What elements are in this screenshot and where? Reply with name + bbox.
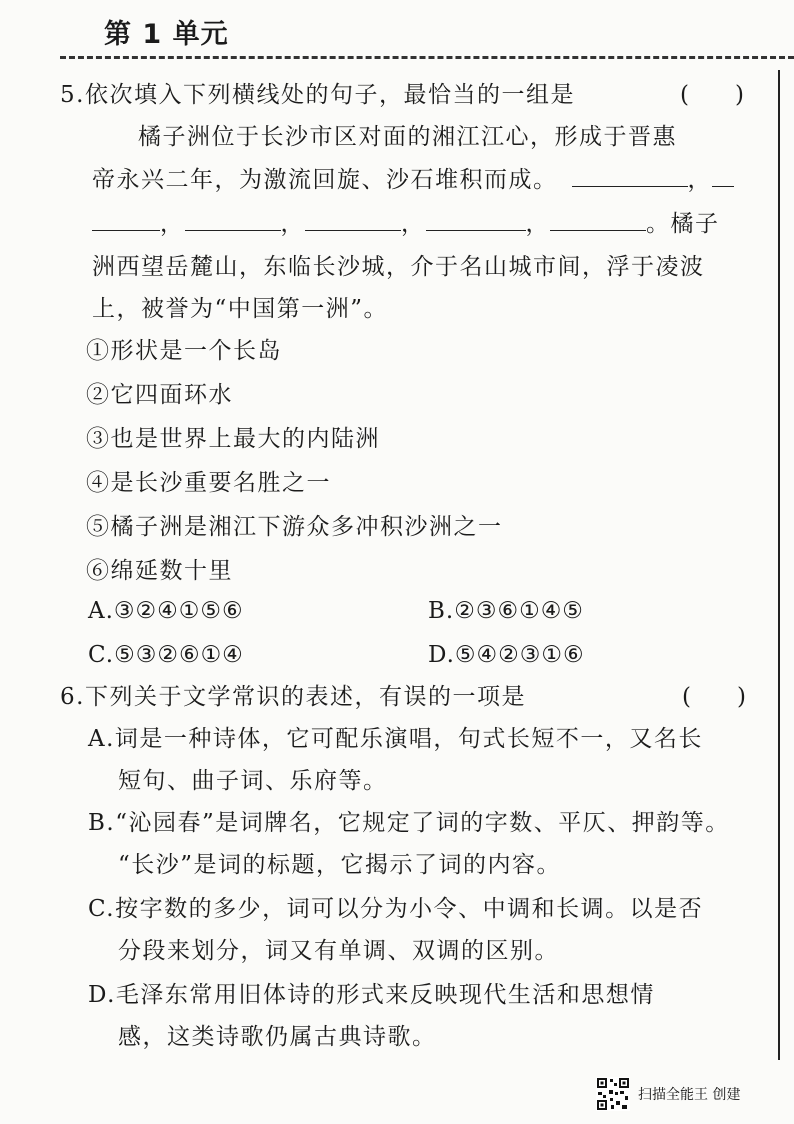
q6-answer-paren: ( ) xyxy=(682,684,746,710)
q5-passage-text: 帝永兴二年，为激流回旋、沙石堆积而成。 xyxy=(92,167,558,193)
q5-passage-line2 xyxy=(92,164,734,195)
q5-blank-1 xyxy=(572,164,688,187)
q5-item-1: ①形状是一个长岛 xyxy=(86,338,282,364)
header-dashed-divider xyxy=(60,56,794,59)
q5-passage-line5: 上，被誉为“中国第一洲”。 xyxy=(92,296,389,322)
q5-item-2: ②它四面环水 xyxy=(86,382,233,408)
q5-item-3: ③也是世界上最大的内陆洲 xyxy=(86,426,380,452)
q6-option-d-line2: 感，这类诗歌仍属古典诗歌。 xyxy=(118,1024,437,1050)
q5-blank-sep: ， xyxy=(401,211,426,237)
q5-blank-3 xyxy=(185,208,281,231)
q5-blank-4 xyxy=(305,208,401,231)
q6-option-a-line1[interactable]: A.词是一种诗体，它可配乐演唱，句式长短不一，又名长 xyxy=(88,726,703,752)
q5-answer-paren: ( ) xyxy=(680,82,744,108)
right-margin-rule xyxy=(778,70,780,1060)
q5-blank-2-end xyxy=(92,208,160,231)
q5-item-5: ⑤橘子洲是湘江下游众多冲积沙洲之一 xyxy=(86,514,503,540)
q6-option-b-line1[interactable]: B.“沁园春”是词牌名，它规定了词的字数、平仄、押韵等。 xyxy=(88,810,730,836)
q5-blank-row xyxy=(92,208,720,239)
q6-option-c-line2: 分段来划分，词又有单调、双调的区别。 xyxy=(118,938,559,964)
q6-option-c-line1[interactable]: C.按字数的多少，词可以分为小令、中调和长调。以是否 xyxy=(88,896,704,922)
unit-title: 第 1 单元 xyxy=(104,19,229,50)
scanner-watermark xyxy=(596,1074,740,1114)
q5-passage-line4: 洲西望岳麓山，东临长沙城，介于名山城市间，浮于凌波 xyxy=(92,254,705,280)
q6-option-d-line1[interactable]: D.毛泽东常用旧体诗的形式来反映现代生活和思想情 xyxy=(88,982,655,1008)
q5-stem: 5.依次填入下列横线处的句子，最恰当的一组是 xyxy=(60,82,575,108)
q5-after-blanks: 橘子 xyxy=(670,211,720,237)
q5-item-4: ④是长沙重要名胜之一 xyxy=(86,470,331,496)
q5-blank-sep: ， xyxy=(687,167,712,193)
q5-blank-sep: ， xyxy=(160,211,185,237)
scanner-label: 扫描全能王 创建 xyxy=(638,1087,741,1103)
q5-option-a[interactable]: A.③②④①⑤⑥ xyxy=(88,598,244,624)
q5-blank-6 xyxy=(550,208,646,231)
q6-option-b-line2: “长沙”是词的标题，它揭示了词的内容。 xyxy=(118,852,562,878)
q6-option-a-line2: 短句、曲子词、乐府等。 xyxy=(118,768,388,794)
q5-passage-line1: 橘子洲位于长沙市区对面的湘江江心，形成于晋惠 xyxy=(138,124,677,150)
q6-stem: 6.下列关于文学常识的表述，有误的一项是 xyxy=(60,684,526,710)
qr-code-icon xyxy=(596,1077,630,1111)
q5-blank-2-start xyxy=(712,164,734,187)
q5-option-b[interactable]: B.②③⑥①④⑤ xyxy=(428,598,584,624)
q5-blank-5 xyxy=(426,208,526,231)
q5-blank-sep: ， xyxy=(280,211,305,237)
q5-blank-period: 。 xyxy=(646,211,671,237)
q5-blank-sep: ， xyxy=(525,211,550,237)
q5-option-c[interactable]: C.⑤③②⑥①④ xyxy=(88,642,244,668)
q5-item-6: ⑥绵延数十里 xyxy=(86,558,233,584)
q5-option-d[interactable]: D.⑤④②③①⑥ xyxy=(428,642,585,668)
